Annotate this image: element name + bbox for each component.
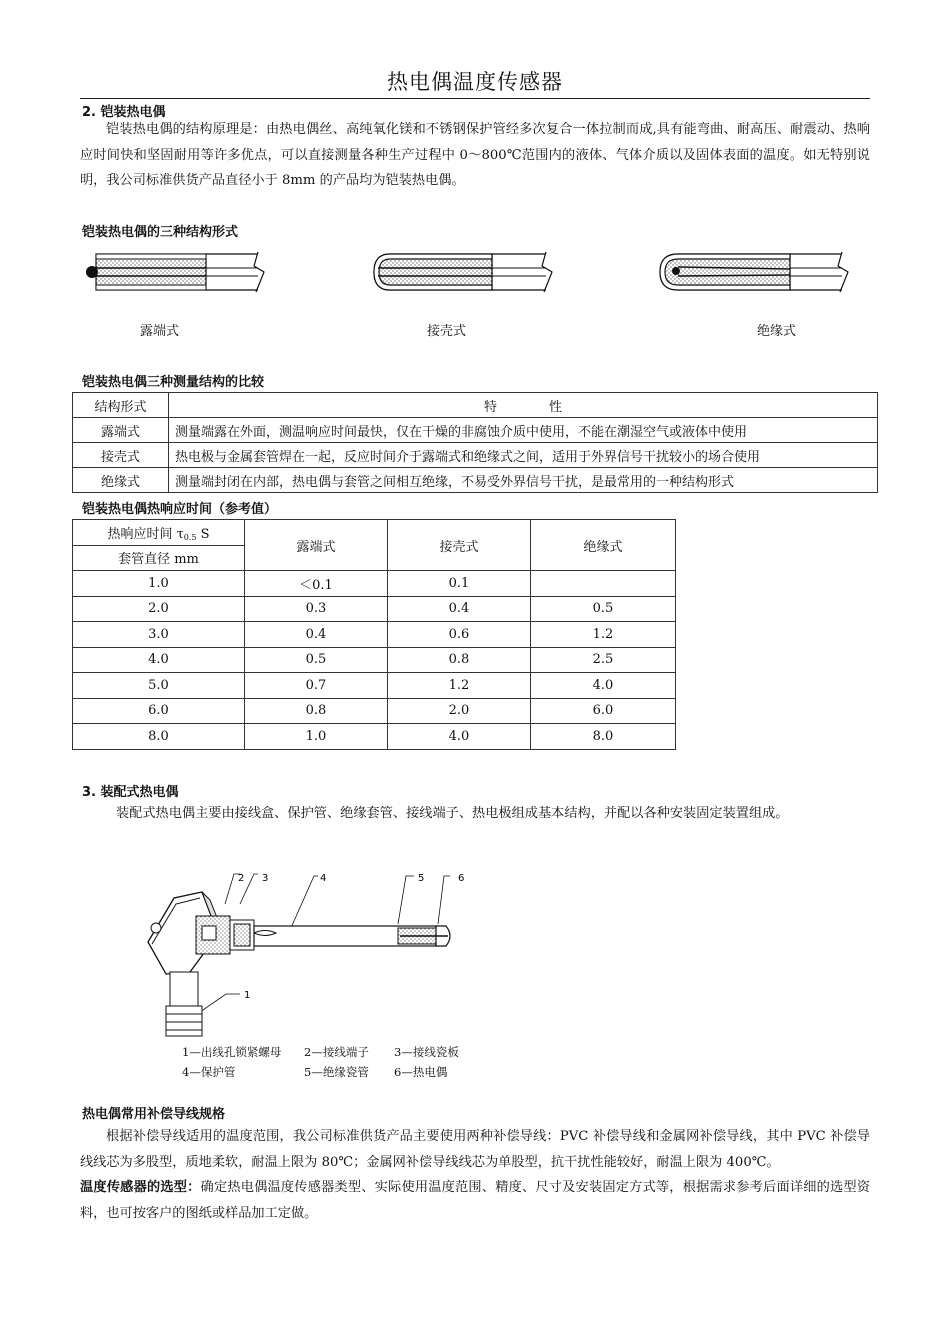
selection-label: 温度传感器的选型： (80, 1180, 201, 1195)
legend-item: 2—接线端子 (304, 1045, 369, 1059)
response-heading: 铠装热电偶热响应时间（参考值） (82, 502, 278, 517)
table-header-row (73, 393, 878, 418)
table-row (73, 673, 676, 699)
table-row (73, 468, 878, 493)
legend-item: 4—保护管 (182, 1065, 236, 1079)
table-cell: 2.5 (531, 647, 676, 673)
table-cell: 2.0 (388, 698, 531, 724)
response-table-body (73, 571, 676, 750)
table-cell: 1.2 (531, 622, 676, 648)
compensation-heading: 热电偶常用补偿导线规格 (82, 1107, 226, 1122)
compensation-paragraph: 根据补偿导线适用的温度范围，我公司标准供货产品主要使用两种补偿导线：PVC 补偿导线和金属网补偿导线，其中 PVC 补偿导线线芯为多股型，质地柔软，耐温上限为 80℃；金属网补偿导线线芯为单股型，抗干扰性能较好，耐温上限为 400℃。 (80, 1129, 870, 1170)
table-header-cell: 露端式 (245, 520, 388, 571)
table-row (73, 443, 878, 468)
callout-3: 3 (262, 873, 269, 884)
callout-1: 1 (244, 990, 251, 1001)
selection-paragraph (80, 1175, 870, 1226)
section-2-paragraph: 铠装热电偶的结构原理是：由热电偶丝、高纯氧化镁和不锈钢保护管经多次复合一体拉制而成,具有能弯曲、耐高压、耐震动、热响应时间快和坚固耐用等许多优点，可以直接测量各种生产过程中 0～800℃范围内的液体、气体介质以及固体表面的温度。如无特别说明，我公司标准供货产品直径小于 8mm 的产品均为铠装热电偶。 (80, 122, 870, 188)
table-cell: 4.0 (531, 673, 676, 699)
table-cell: 6.0 (531, 698, 676, 724)
table-header-cell: 特 性 (169, 393, 878, 418)
table-header-cell: 绝缘式 (531, 520, 676, 571)
form-label-grounded: 接壳式 (427, 324, 467, 339)
table-header-row (73, 520, 676, 546)
table-cell: 1.2 (388, 673, 531, 699)
table-cell: 6.0 (73, 698, 245, 724)
table-cell: 0.8 (245, 698, 388, 724)
form-label-exposed: 露端式 (140, 324, 180, 339)
callout-6: 6 (458, 873, 465, 884)
table-cell: ＜0.1 (245, 571, 388, 597)
header-unit: S (196, 526, 210, 542)
page-title: 热电偶温度传感器 (387, 70, 563, 94)
assembly-thermocouple-diagram (130, 862, 490, 1042)
grounded-junction-diagram (370, 248, 570, 296)
table-cell: 3.0 (73, 622, 245, 648)
table-cell: 0.8 (388, 647, 531, 673)
callout-4: 4 (320, 873, 327, 884)
compare-heading: 铠装热电偶三种测量结构的比较 (82, 375, 265, 390)
table-cell: 0.5 (531, 596, 676, 622)
table-header-cell (73, 520, 245, 546)
exposed-junction-diagram (78, 248, 278, 296)
callout-2: 2 (238, 873, 245, 884)
legend-item: 6—热电偶 (394, 1065, 448, 1079)
header-subscript: 0.5 (183, 532, 197, 542)
section-2-heading: 2. 铠装热电偶 (82, 105, 166, 120)
insulated-junction-diagram (656, 248, 856, 296)
table-cell: 4.0 (388, 724, 531, 750)
table-cell (531, 571, 676, 597)
table-cell: 8.0 (73, 724, 245, 750)
table-cell: 接壳式 (73, 443, 169, 468)
table-row (73, 698, 676, 724)
section-3-paragraph: 装配式热电偶主要由接线盒、保护管、绝缘套管、接线端子、热电极组成基本结构，并配以各种安装固定装置组成。 (116, 806, 789, 821)
table-row (73, 622, 676, 648)
table-cell: 0.6 (388, 622, 531, 648)
table-cell: 0.4 (245, 622, 388, 648)
table-row (73, 418, 878, 443)
table-cell: 1.0 (73, 571, 245, 597)
callout-5: 5 (418, 873, 425, 884)
response-time-table (72, 519, 676, 750)
legend-item: 3—接线瓷板 (394, 1045, 459, 1059)
legend-item: 5—绝缘瓷管 (304, 1065, 369, 1079)
table-cell: 0.7 (245, 673, 388, 699)
table-row (73, 571, 676, 597)
table-cell: 1.0 (245, 724, 388, 750)
table-cell: 露端式 (73, 418, 169, 443)
compare-table (72, 392, 878, 493)
table-row (73, 596, 676, 622)
title-underline (80, 98, 870, 99)
table-cell: 5.0 (73, 673, 245, 699)
table-header-cell: 接壳式 (388, 520, 531, 571)
table-cell: 0.5 (245, 647, 388, 673)
table-header-cell: 套管直径 mm (73, 545, 245, 571)
table-cell: 4.0 (73, 647, 245, 673)
table-cell: 2.0 (73, 596, 245, 622)
table-cell: 8.0 (531, 724, 676, 750)
table-cell: 热电极与金属套管焊在一起，反应时间介于露端式和绝缘式之间，适用于外界信号干扰较小的场合使用 (169, 443, 878, 468)
section-3-heading: 3. 装配式热电偶 (82, 785, 179, 800)
table-header-cell: 结构形式 (73, 393, 169, 418)
table-cell: 绝缘式 (73, 468, 169, 493)
form-label-insulated: 绝缘式 (757, 324, 797, 339)
table-row (73, 724, 676, 750)
forms-heading: 铠装热电偶的三种结构形式 (82, 225, 239, 240)
selection-text: 确定热电偶温度传感器类型、实际使用温度范围、精度、尺寸及安装固定方式等，根据需求参考后面详细的选型资料，也可按客户的图纸或样品加工定做。 (80, 1180, 871, 1221)
table-cell: 测量端封闭在内部，热电偶与套管之间相互绝缘，不易受外界信号干扰，是最常用的一种结构形式 (169, 468, 878, 493)
table-row (73, 647, 676, 673)
assembly-legend (182, 1044, 482, 1084)
table-cell: 0.4 (388, 596, 531, 622)
header-top-label: 热响应时间 τ (107, 526, 184, 542)
table-cell: 0.3 (245, 596, 388, 622)
table-cell: 0.1 (388, 571, 531, 597)
table-cell: 测量端露在外面，测温响应时间最快，仅在干燥的非腐蚀介质中使用，不能在潮湿空气或液体中使用 (169, 418, 878, 443)
legend-item: 1—出线孔锁紧螺母 (182, 1045, 282, 1059)
